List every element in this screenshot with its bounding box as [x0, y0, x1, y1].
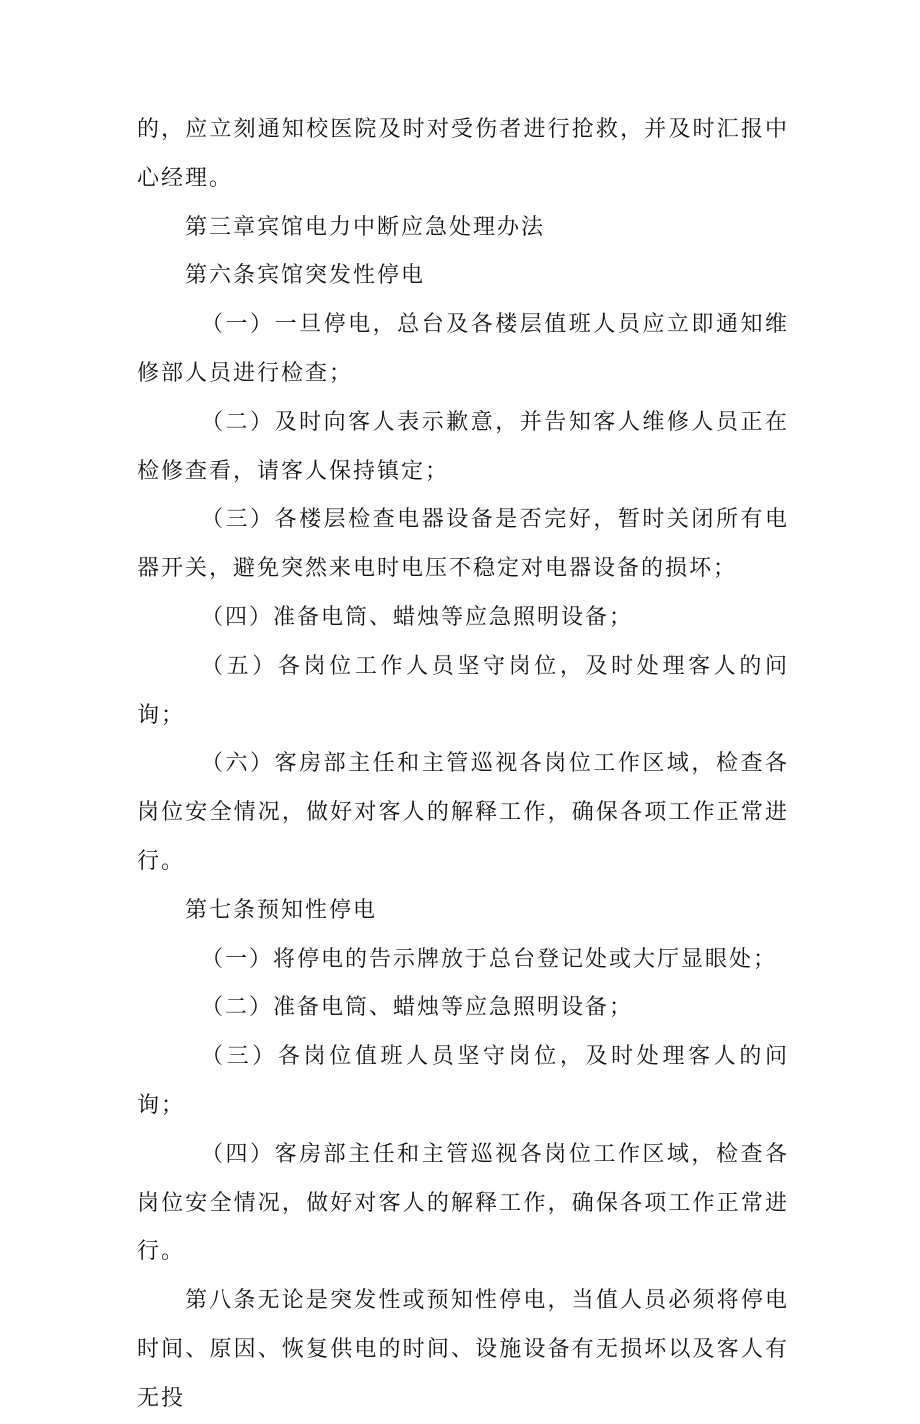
- list-item: （五）各岗位工作人员坚守岗位，及时处理客人的问询；: [137, 653, 789, 728]
- list-item: （四）准备电筒、蜡烛等应急照明设备；: [201, 604, 634, 630]
- list-item: （二）及时向客人表示歉意，并告知客人维修人员正在检修查看，请客人保持镇定；: [137, 409, 789, 484]
- list-item: （三）各岗位值班人员坚守岗位，及时处理客人的问询；: [137, 1044, 789, 1118]
- list-item: （一）一旦停电，总台及各楼层值班人员应立即通知维修部人员进行检查；: [137, 312, 789, 386]
- article-paragraph: 第八条无论是突发性或预知性停电，当值人员必须将停电时间、原因、恢复供电的时间、设施设备有无损坏以及客人有无投: [137, 1288, 789, 1411]
- list-item: （一）将停电的告示牌放于总台登记处或大厅显眼处；: [201, 946, 778, 972]
- article-heading: 第六条宾馆突发性停电: [185, 263, 426, 289]
- list-item: （六）客房部主任和主管巡视各岗位工作区域，检查各岗位安全情况，做好对客人的解释工作，确保各项工作正常进行。: [137, 751, 789, 874]
- article-heading: 第七条预知性停电: [185, 897, 378, 923]
- list-item: （四）客房部主任和主管巡视各岗位工作区域，检查各岗位安全情况，做好对客人的解释工作，确保各项工作正常进行。: [137, 1141, 789, 1265]
- chapter-heading: 第三章宾馆电力中断应急处理办法: [185, 214, 546, 240]
- document-body: [137, 106, 789, 1424]
- list-item: （二）准备电筒、蜡烛等应急照明设备；: [201, 995, 634, 1021]
- paragraph-continuation: 的，应立刻通知校医院及时对受伤者进行抢救，并及时汇报中心经理。: [137, 117, 789, 191]
- list-item: （三）各楼层检查电器设备是否完好，暂时关闭所有电器开关，避免突然来电时电压不稳定对电器设备的损坏；: [137, 507, 789, 582]
